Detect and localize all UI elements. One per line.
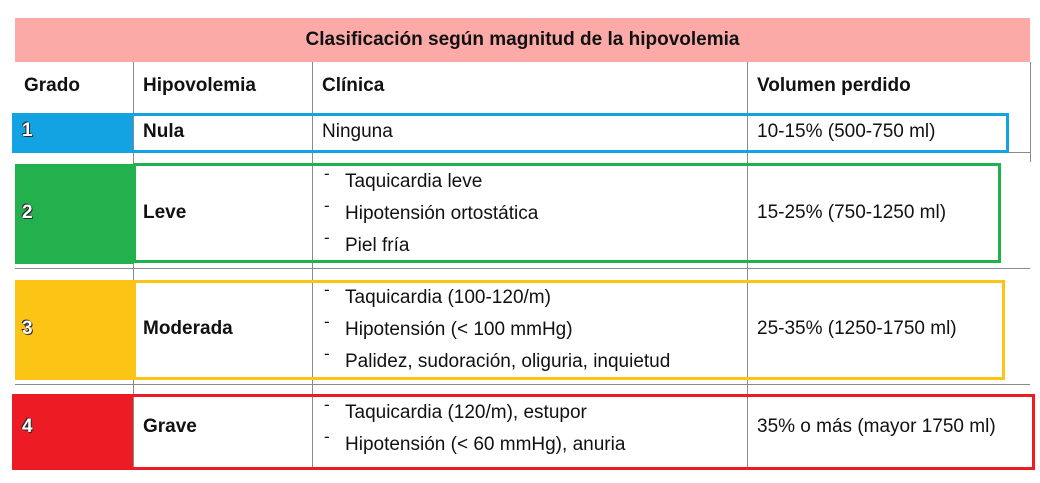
hipovolemia-cell-1: Nula <box>143 121 185 142</box>
clinica-item: - Taquicardia (120/m), estupor <box>322 397 625 429</box>
grade-number-1: 1 <box>22 120 33 141</box>
grade-number-4: 4 <box>22 416 33 437</box>
clinica-list-3 <box>322 282 670 378</box>
volumen-cell-1: 10-15% (500-750 ml) <box>757 121 936 142</box>
hipovolemia-cell-4: Grave <box>143 416 197 437</box>
clinica-list-2 <box>322 166 538 262</box>
header-grado: Grado <box>24 75 80 96</box>
header-volumen: Volumen perdido <box>757 75 911 96</box>
clinica-item: - Palidez, sudoración, oliguria, inquietud <box>322 346 670 378</box>
clinica-item: - Hipotensión (< 100 mmHg) <box>322 314 670 346</box>
clinica-item: - Hipotensión (< 60 mmHg), anuria <box>322 429 625 461</box>
row-divider <box>15 268 1030 269</box>
volumen-cell-4: 35% o más (mayor 1750 ml) <box>757 416 996 437</box>
grade-number-3: 3 <box>22 318 33 339</box>
grade-number-2: 2 <box>22 202 33 223</box>
volumen-cell-3: 25-35% (1250-1750 ml) <box>757 318 957 339</box>
header-hipovolemia: Hipovolemia <box>143 75 256 96</box>
table-title: Clasificación según magnitud de la hipovolemia <box>15 18 1030 62</box>
header-clinica: Clínica <box>322 75 385 96</box>
clinica-item: - Taquicardia leve <box>322 166 538 198</box>
clinica-item: - Taquicardia (100-120/m) <box>322 282 670 314</box>
clinica-list-4 <box>322 397 625 461</box>
clinica-item: - Hipotensión ortostática <box>322 198 538 230</box>
row-divider <box>15 384 1030 385</box>
clinica-item: - Piel fría <box>322 230 538 262</box>
hipovolemia-cell-3: Moderada <box>143 318 233 339</box>
clinica-cell-1: Ninguna <box>322 121 393 142</box>
volumen-cell-2: 15-25% (750-1250 ml) <box>757 202 947 223</box>
hipovolemia-cell-2: Leve <box>143 202 187 223</box>
table-right-border <box>1030 62 1031 162</box>
